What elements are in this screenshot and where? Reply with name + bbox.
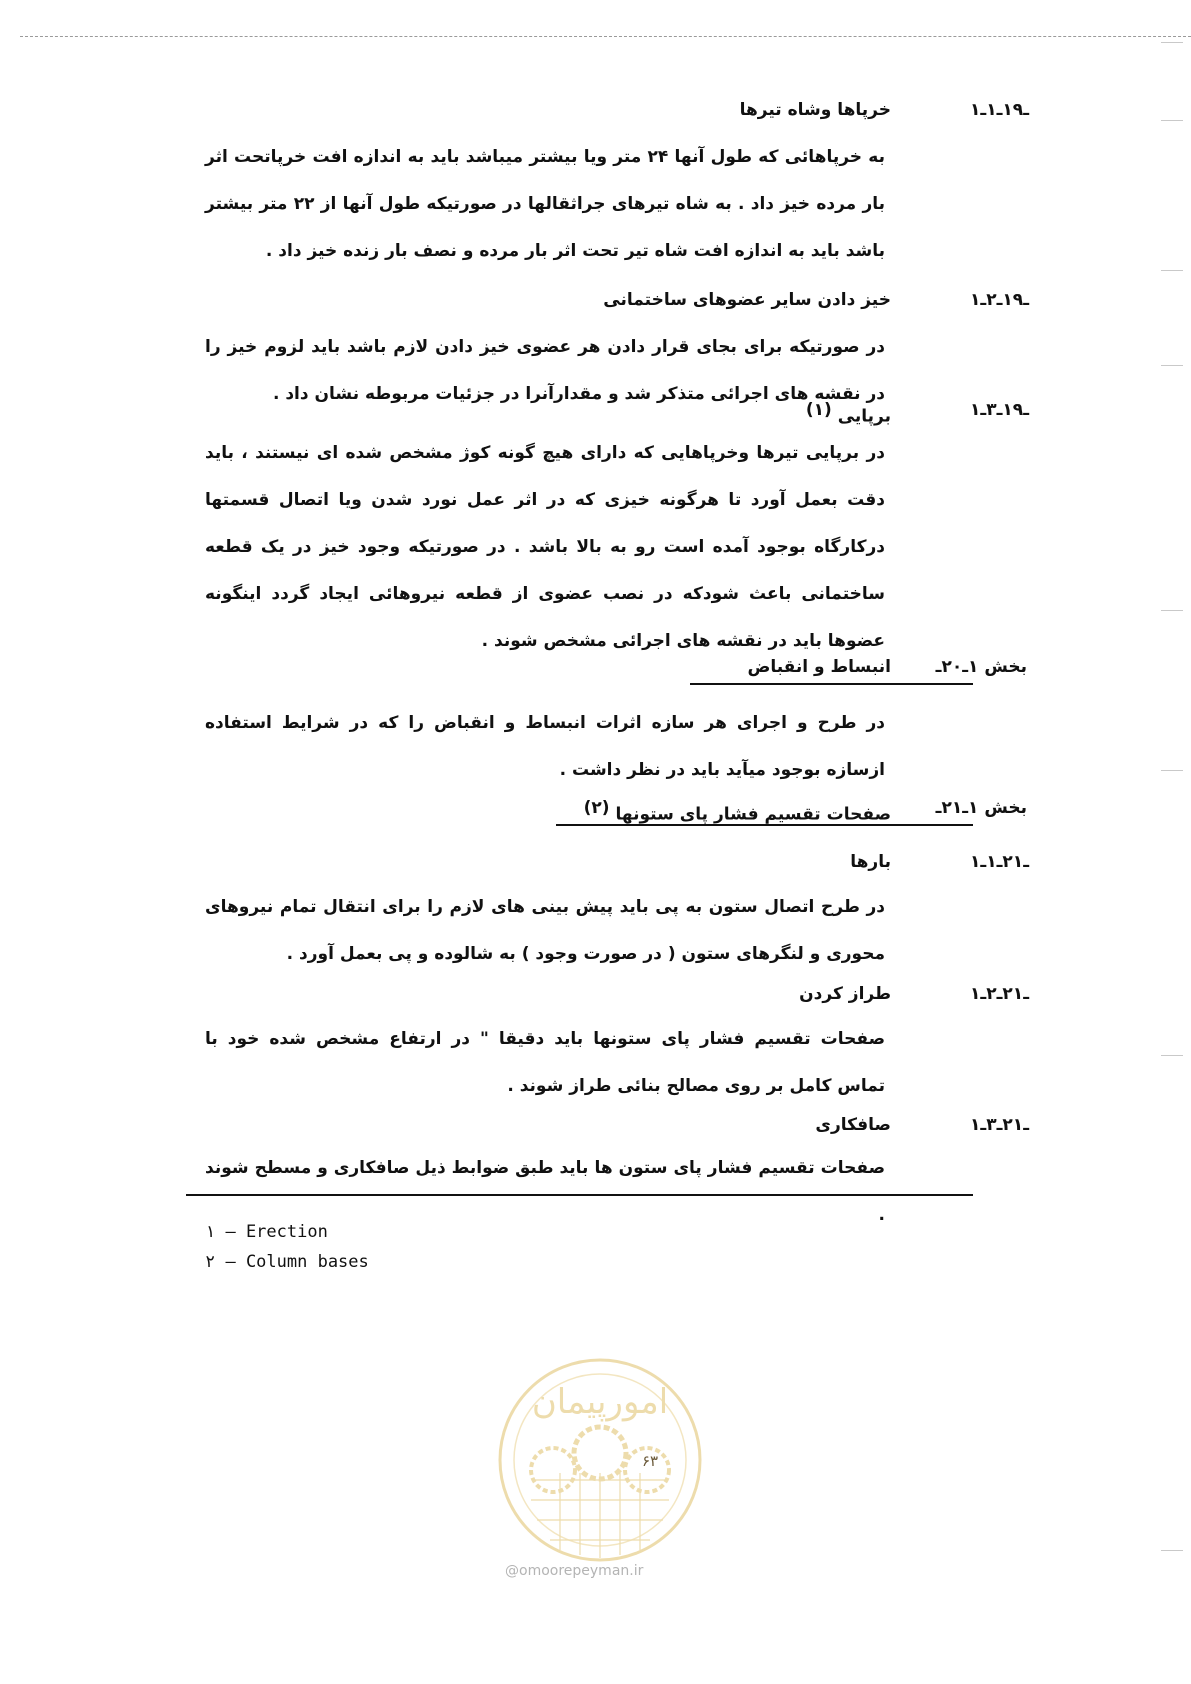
- section-title: برپایی: [837, 406, 891, 427]
- section-number: ۱ـ۲۱ـ۲ـ: [970, 984, 1029, 1004]
- footnote-1: ۱ – Erection: [205, 1222, 328, 1242]
- scan-edge-line: [20, 36, 1191, 37]
- watermark-logo: [495, 1355, 705, 1565]
- watermark-logo-text: امورپیمان: [531, 1382, 669, 1422]
- section-body: در برپایی تیرها وخرپاهایی که دارای هیچ گونه کوژ مشخص شده ای نیستند ، باید دقت بعمل آورد تا هرگونه خیزی که در اثر عمل نورد شدن ویا اتصال قسمتها درکارگاه بوجود آمده است رو به بالا باشد . در صورتیکه وجود خیز در یک قطعه ساختمانی باعث شودکه در نصب عضوی از قطعه نیروهائی ایجاد گردد اینگونه عضوها باید در نقشه های اجرائی مشخص شوند .: [205, 443, 885, 651]
- margin-mark: [1161, 1055, 1183, 1056]
- watermark-url: @omoorepeyman.ir: [505, 1563, 644, 1579]
- section-number: ۱ـ۲۱ـ۱ـ: [970, 852, 1029, 872]
- section-title-erection: [806, 400, 891, 427]
- margin-mark: [1161, 610, 1183, 611]
- section-body: به خرپاهائی که طول آنها ۲۴ متر ویا بیشتر میباشد باید به اندازه افت خرپاتحت اثر بار مرده خیز داد . به شاه تیرهای جراثقالها در صورتیکه طول آنها از ۲۲ متر بیشتر باشد باید به اندازه افت شاه تیر تحت اثر بار مرده و نصف بار زنده خیز داد .: [205, 147, 885, 261]
- margin-mark: [1161, 270, 1183, 271]
- section-title: بارها: [850, 852, 891, 872]
- part-title-column-bases: [584, 798, 891, 825]
- heading-underline: [690, 683, 973, 685]
- part-title: انبساط و انقباض: [747, 657, 891, 677]
- section-title: طراز کردن: [799, 984, 891, 1004]
- footnote-2: ۲ – Column bases: [205, 1252, 369, 1272]
- part-title: صفحات تقسیم فشار پای ستونها: [615, 804, 891, 825]
- heading-underline: [556, 824, 973, 826]
- part-label: بخش ۱ـ۲۰ـ: [935, 657, 1027, 677]
- section-number: ۱ـ۱۹ـ۱ـ: [970, 100, 1029, 120]
- footnote-separator: [186, 1194, 973, 1196]
- page-number: ۶۳: [642, 1452, 659, 1470]
- part-label: بخش ۱ـ۲۱ـ: [935, 798, 1027, 818]
- margin-mark: [1161, 42, 1183, 43]
- section-body: در طرح اتصال ستون به پی باید پیش بینی های لازم را برای انتقال تمام نیروهای محوری و لنگرهای ستون ( در صورت وجود ) به شالوده و پی بعمل آورد .: [205, 897, 885, 964]
- margin-mark: [1161, 365, 1183, 366]
- section-number: ۱ـ۱۹ـ۳ـ: [970, 400, 1029, 420]
- section-number: ۱ـ۱۹ـ۲ـ: [970, 290, 1029, 310]
- section-title: خرپاها وشاه تیرها: [739, 100, 891, 120]
- margin-mark: [1161, 120, 1183, 121]
- part-body: در طرح و اجرای هر سازه اثرات انبساط و انقباض را که در شرایط استفاده ازسازه بوجود میآید باید در نظر داشت .: [205, 713, 885, 780]
- section-title: صافکاری: [815, 1115, 891, 1135]
- section-number: ۱ـ۲۱ـ۳ـ: [970, 1115, 1029, 1135]
- section-body: صفحات تقسیم فشار پای ستون ها باید طبق ضوابط ذیل صافکاری و مسطح شوند .: [205, 1158, 885, 1225]
- section-body: در صورتیکه برای بجای قرار دادن هر عضوی خیز دادن لازم باشد باید لزوم خیز را در نقشه های اجرائی متذکر شد و مقدارآنرا در جزئیات مربوطه نشان داد .: [205, 337, 885, 404]
- margin-mark: [1161, 770, 1183, 771]
- section-body: صفحات تقسیم فشار پای ستونها باید دقیقا " در ارتفاع مشخص شده خود با تماس کامل بر روی مصالح بنائی طراز شوند .: [205, 1029, 885, 1096]
- margin-mark: [1161, 1550, 1183, 1551]
- section-title: خیز دادن سایر عضوهای ساختمانی: [603, 290, 891, 310]
- footnote-ref: (۱): [805, 400, 832, 420]
- footnote-ref: (۲): [583, 798, 610, 818]
